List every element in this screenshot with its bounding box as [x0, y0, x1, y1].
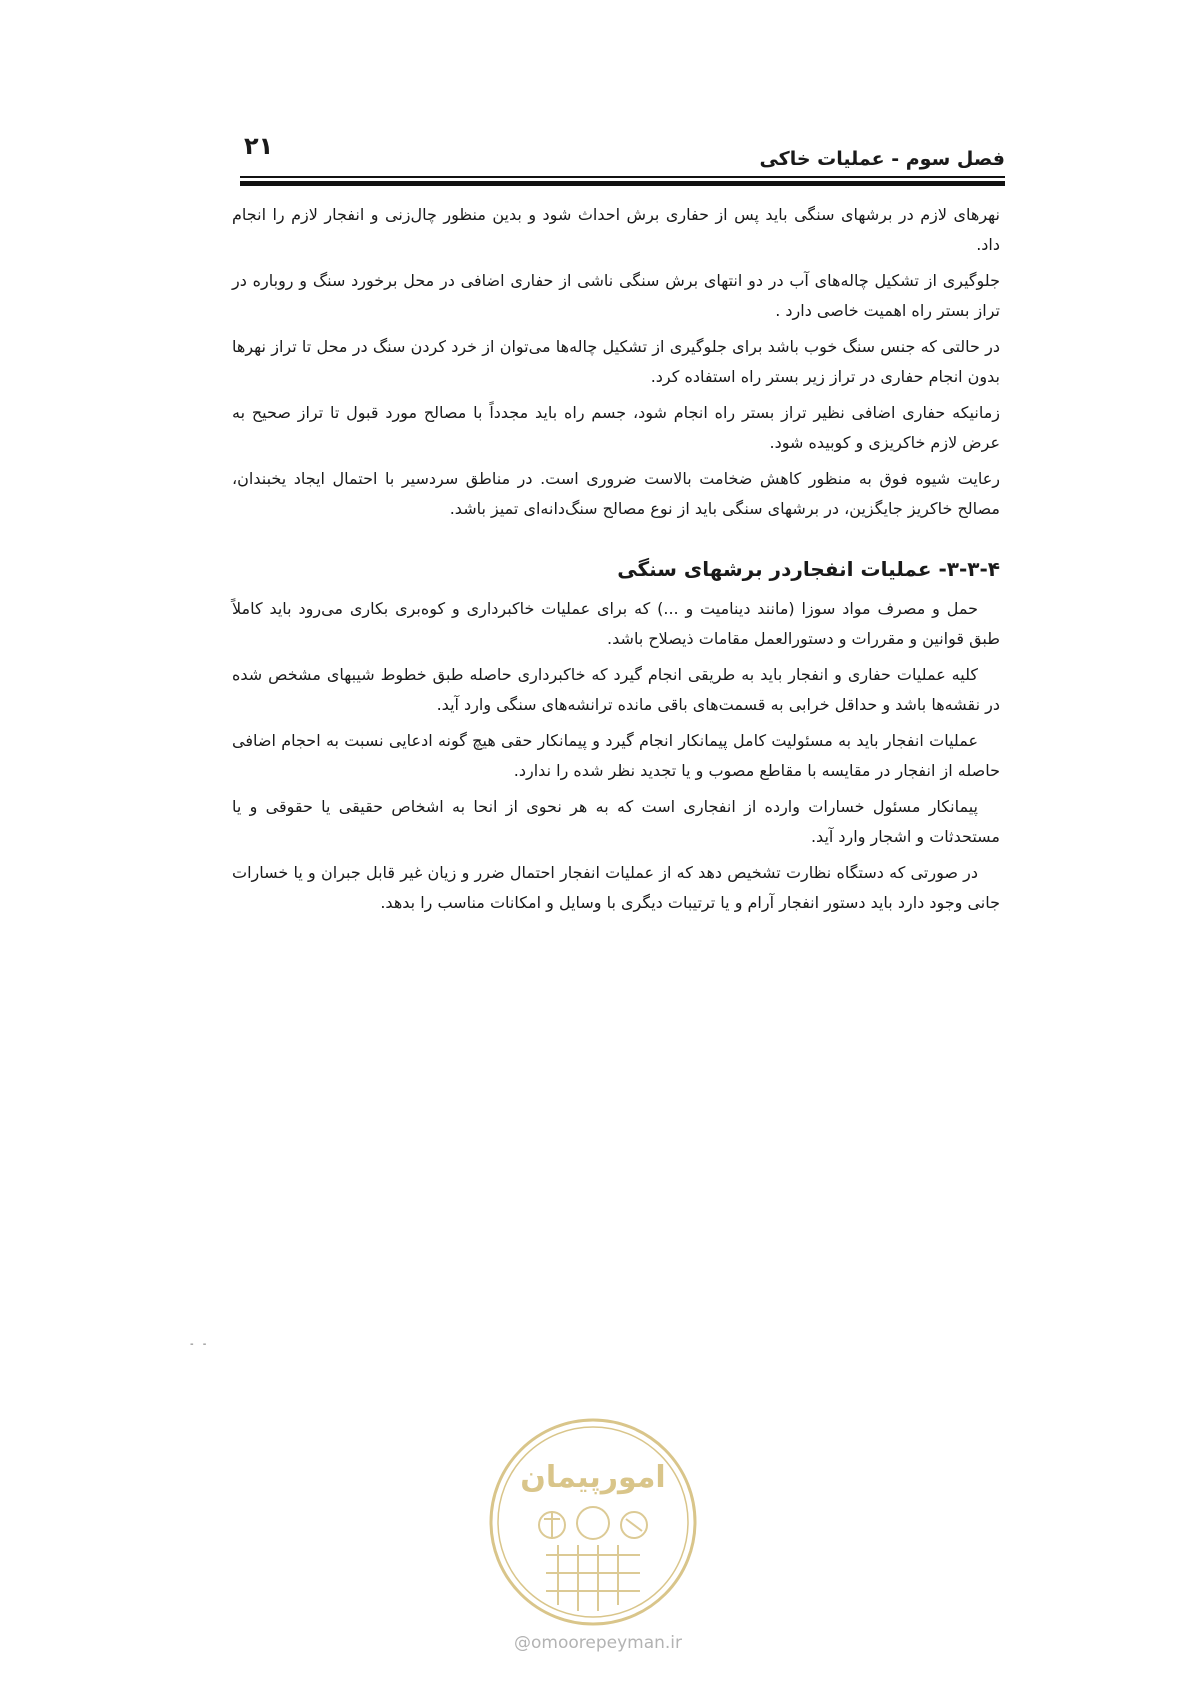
- page-body: [232, 200, 1000, 924]
- paragraph: زمانیکه حفاری اضافی نظیر تراز بستر راه انجام شود، جسم راه باید مجدداً با مصالح مورد قبول تا تراز صحیح به عرض لازم خاکریزی و کوبیده شود.: [232, 403, 1000, 452]
- paragraph: در صورتی که دستگاه نظارت تشخیص دهد که از عملیات انفجار احتمال ضرر و زیان غیر قابل جبران و یا خسارات جانی وجود دارد باید دستور انفجار آرام و یا ترتیبات دیگری با وسایل و امکانات مناسب را بدهد.: [232, 863, 1000, 912]
- chapter-title: فصل سوم - عملیات خاکی: [759, 148, 1005, 170]
- stray-mark: - -: [190, 1339, 210, 1350]
- header-rule-thick: [240, 181, 1005, 186]
- section-blasting: [232, 594, 1000, 918]
- paragraph: جلوگیری از تشکیل چاله‌های آب در دو انتهای برش سنگی ناشی از حفاری اضافی در محل برخورد سنگ و روباره در تراز بستر راه اهمیت خاصی دارد .: [232, 271, 1000, 320]
- page-number: ۲۱: [244, 132, 274, 160]
- watermark-site: @omoorepeyman.ir: [513, 1633, 683, 1653]
- page-header: [240, 130, 1005, 192]
- header-rule-thin: [240, 176, 1005, 178]
- paragraph: عملیات انفجار باید به مسئولیت کامل پیمانکار انجام گیرد و پیمانکار حقی هیچ گونه ادعایی نسبت به احجام اضافی حاصله از انفجار در مقایسه با مقاطع مصوب و یا تجدید نظر شده را ندارد.: [232, 731, 1000, 780]
- paragraph: کلیه عملیات حفاری و انفجار باید به طریقی انجام گیرد که خاکبرداری حاصله طبق خطوط شیبهای مشخص شده در نقشه‌ها باشد و حداقل خرابی به قسمت‌های باقی مانده ترانشه‌های سنگی وارد آید.: [232, 665, 1000, 714]
- watermark-seal: [486, 1415, 700, 1629]
- section-heading: ۳-۳-۴- عملیات انفجاردر برشهای سنگی: [617, 557, 1000, 581]
- paragraph: حمل و مصرف مواد سوزا (مانند دینامیت و ...) که برای عملیات خاکبرداری و کوه‌بری بکاری می‌رود باید کاملاً طبق قوانین و مقررات و دستورالعمل مقامات ذیصلاح باشد.: [232, 599, 1000, 648]
- paragraph: رعایت شیوه فوق به منظور کاهش ضخامت بالاست ضروری است. در مناطق سردسیر با احتمال ایجاد یخبندان، مصالح خاکریز جایگزین، در برشهای سنگی باید از نوع مصالح سنگ‌دانه‌ای تمیز باشد.: [232, 469, 1000, 518]
- paragraph: پیمانکار مسئول خسارات وارده از انفجاری است که به هر نحوی از انحا به اشخاص حقیقی یا حقوقی و یا مستحدثات و اشجار وارد آید.: [232, 797, 1000, 846]
- section-intro: [232, 200, 1000, 524]
- paragraph: نهرهای لازم در برشهای سنگی باید پس از حفاری برش احداث شود و بدین منظور چال‌زنی و انفجار لازم را انجام داد.: [232, 205, 1000, 254]
- paragraph: در حالتی که جنس سنگ خوب باشد برای جلوگیری از تشکیل چاله‌ها می‌توان از خرد کردن سنگ در محل تا تراز نهرها بدون انجام حفاری در تراز زیر بستر راه استفاده کرد.: [232, 337, 1000, 386]
- seal-text: امورپیمان: [520, 1460, 666, 1495]
